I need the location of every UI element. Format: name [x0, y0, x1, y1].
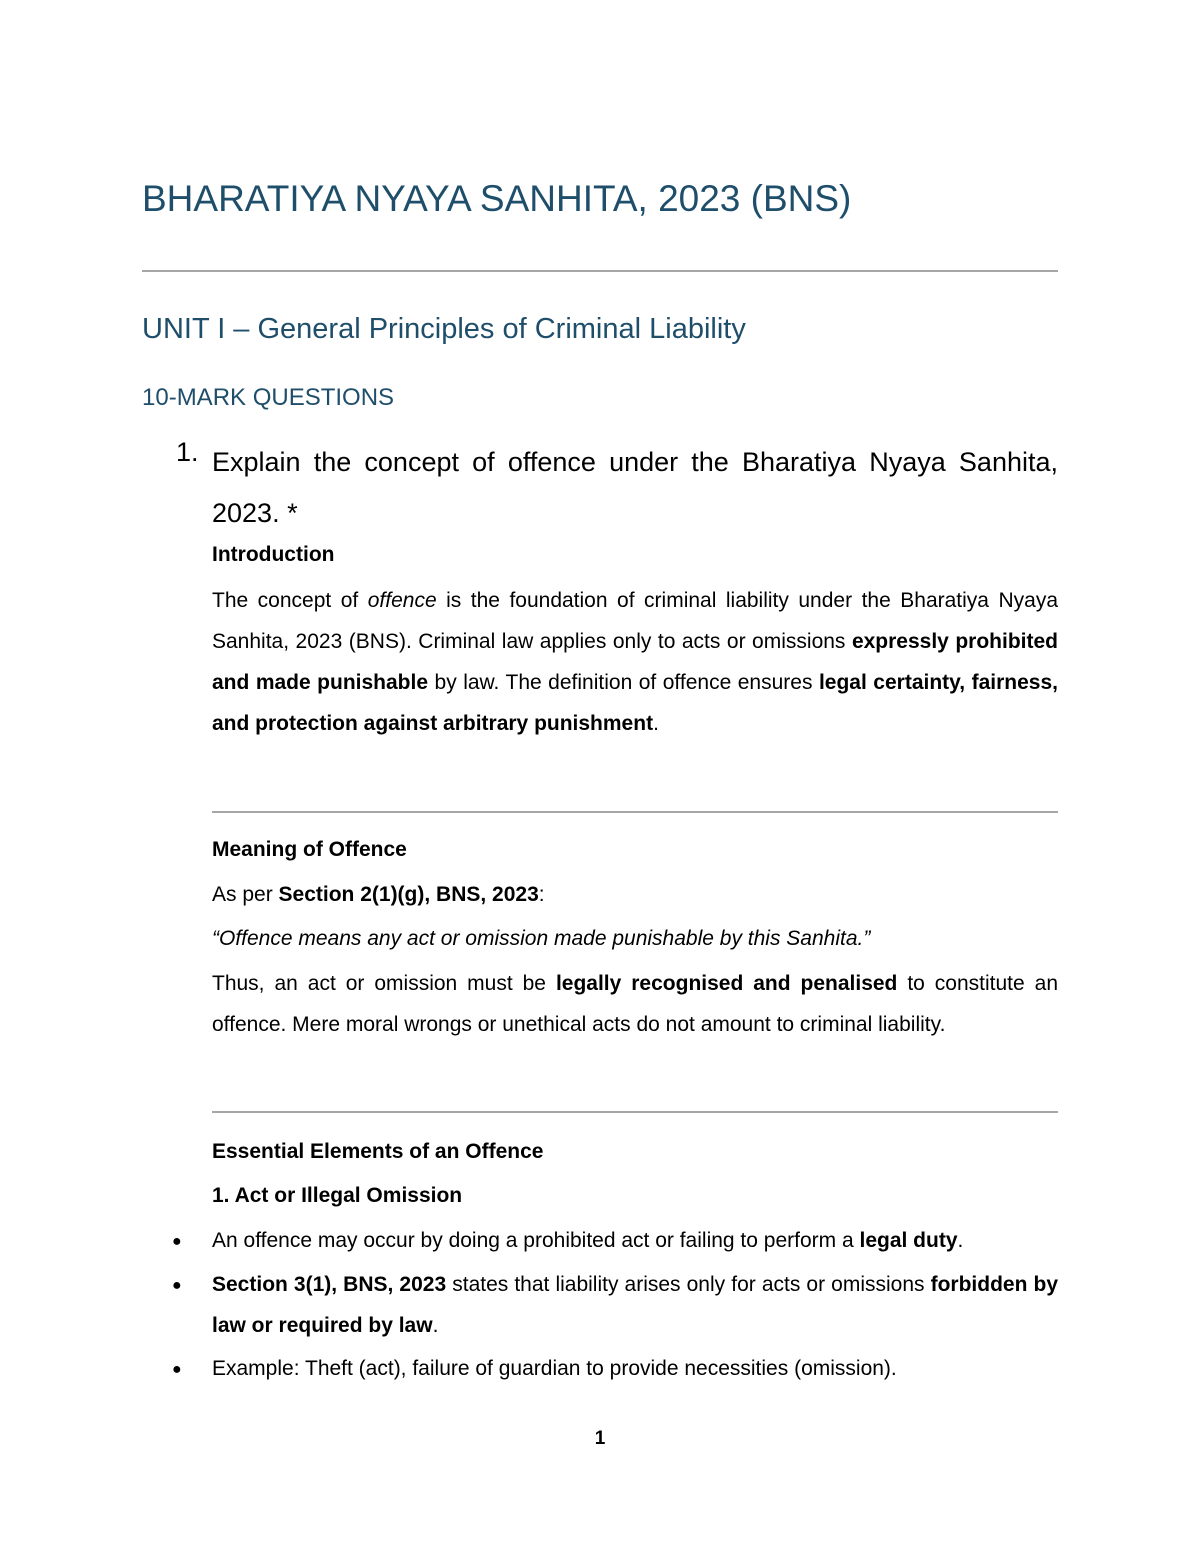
list-item: Example: Theft (act), failure of guardian to provide necessities (omission). [212, 1357, 897, 1380]
meaning-paragraph: Thus, an act or omission must be legally recognised and penalised to constitute an offence. Mere moral wrongs or unethical acts do not amount to criminal liability. [212, 972, 1058, 1036]
document-title: BHARATIYA NYAYA SANHITA, 2023 (BNS) [142, 178, 852, 219]
bullet-icon: ● [172, 1233, 182, 1250]
title-divider [142, 270, 1058, 272]
unit-heading: UNIT I – General Principles of Criminal Liability [142, 313, 746, 345]
question-text: Explain the concept of offence under the Bharatiya Nyaya Sanhita, 2023. * [212, 447, 1058, 528]
elements-heading: Essential Elements of an Offence [212, 1140, 544, 1163]
question-number: 1. [176, 437, 199, 467]
list-item: Section 3(1), BNS, 2023 states that liability arises only for acts or omissions forbidden by law or required by law. [212, 1273, 1058, 1337]
introduction-heading: Introduction [212, 543, 335, 566]
page-number: 1 [594, 1428, 606, 1449]
meaning-heading: Meaning of Offence [212, 838, 407, 861]
elements-subheading: 1. Act or Illegal Omission [212, 1184, 463, 1207]
marks-heading: 10-MARK QUESTIONS [142, 384, 395, 411]
introduction-paragraph: The concept of offence is the foundation of criminal liability under the Bharatiya Nyaya Sanhita, 2023 (BNS). Criminal law applies only to acts or omissions expressly prohibited and made punishable by law. The definition of offence ensures legal certainty, fairness, and protection against arbitrary punishment. [212, 589, 1058, 735]
section-divider [212, 811, 1058, 813]
bullet-icon: ● [172, 1277, 182, 1294]
offence-definition-quote: “Offence means any act or omission made punishable by this Sanhita.” [212, 927, 871, 950]
list-item: An offence may occur by doing a prohibited act or failing to perform a legal duty. [212, 1229, 964, 1252]
section-divider [212, 1111, 1058, 1113]
meaning-section-line: As per Section 2(1)(g), BNS, 2023: [212, 883, 545, 906]
bullet-icon: ● [172, 1361, 182, 1378]
